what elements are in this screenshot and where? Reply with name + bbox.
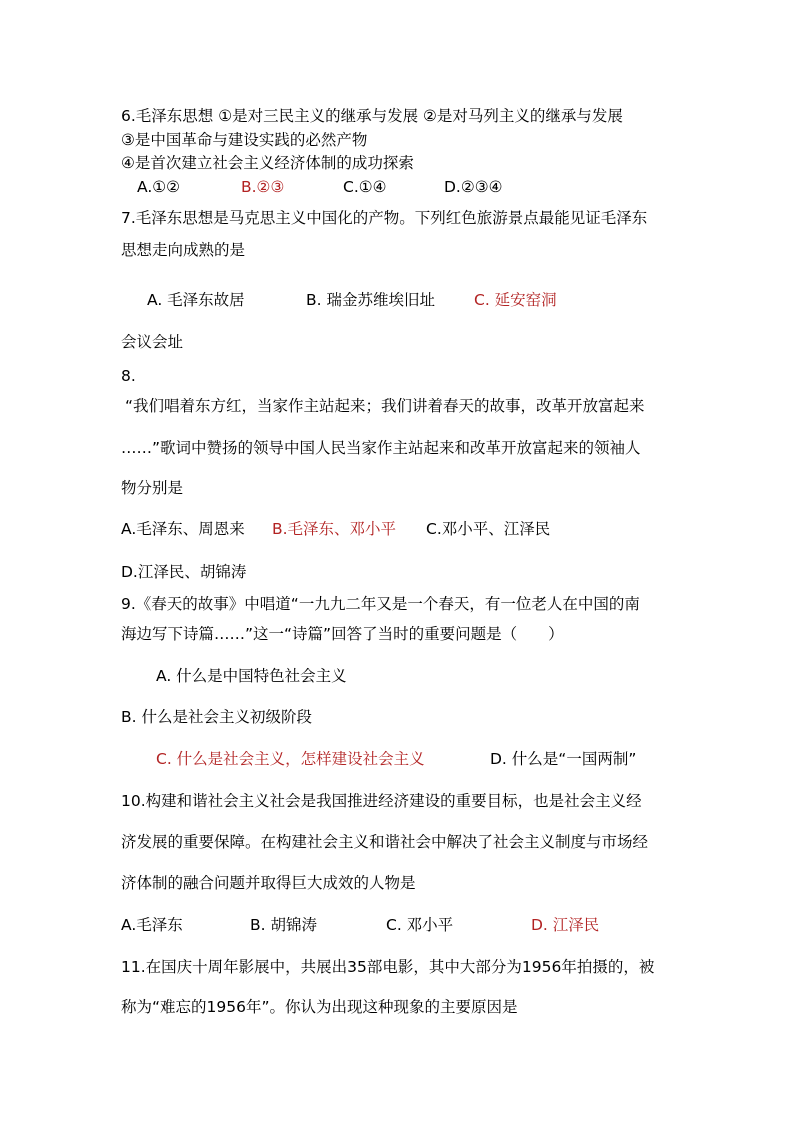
q10-option-d-answer: D. 江泽民 — [531, 916, 600, 934]
q10-option-a: A.毛泽东 — [121, 916, 183, 934]
q6-option-b-answer: B.②③ — [241, 178, 285, 196]
q8-line-3: 物分别是 — [121, 479, 184, 497]
q11-line-2: 称为“难忘的1956年”。你认为出现这种现象的主要原因是 — [121, 998, 518, 1016]
q11-line-1: 11.在国庆十周年影展中，共展出35部电影，其中大部分为1956年拍摄的，被 — [121, 958, 655, 976]
q7-line-1: 7.毛泽东思想是马克思主义中国化的产物。下列红色旅游景点最能见证毛泽东 — [121, 209, 648, 227]
q8-option-b-answer: B.毛泽东、邓小平 — [272, 520, 397, 538]
q9-option-d: D. 什么是“一国两制” — [490, 750, 637, 768]
q7-option-b: B. 瑞金苏维埃旧址 — [306, 291, 435, 309]
q10-line-1: 10.构建和谐社会主义社会是我国推进经济建设的重要目标，也是社会主义经 — [121, 792, 642, 810]
q6-option-a: A.①② — [137, 178, 181, 196]
q6-option-c: C.①④ — [343, 178, 387, 196]
q7-continuation: 会议会址 — [121, 333, 184, 351]
q8-line-1: “我们唱着东方红，当家作主站起来；我们讲着春天的故事，改革开放富起来 — [125, 397, 645, 415]
q6-line-1: 6.毛泽东思想 ①是对三民主义的继承与发展 ②是对马列主义的继承与发展 — [121, 107, 623, 125]
q10-line-2: 济发展的重要保障。在构建社会主义和谐社会中解决了社会主义制度与市场经 — [121, 833, 649, 851]
q10-option-b: B. 胡锦涛 — [250, 916, 317, 934]
q8-option-a: A.毛泽东、周恩来 — [121, 520, 245, 538]
q9-option-b: B. 什么是社会主义初级阶段 — [121, 708, 312, 726]
q8-number: 8. — [121, 367, 136, 385]
q8-option-d: D.江泽民、胡锦涛 — [121, 563, 247, 581]
q8-line-2: ……”歌词中赞扬的领导中国人民当家作主站起来和改革开放富起来的领袖人 — [121, 439, 641, 457]
q9-option-c-answer: C. 什么是社会主义，怎样建设社会主义 — [156, 750, 425, 768]
q9-option-a: A. 什么是中国特色社会主义 — [156, 667, 347, 685]
q9-line-2: 海边写下诗篇……”这一“诗篇”回答了当时的重要问题是（ ） — [121, 625, 564, 643]
q7-line-2: 思想走向成熟的是 — [121, 241, 246, 259]
q6-option-d: D.②③④ — [444, 178, 503, 196]
q6-line-2: ③是中国革命与建设实践的必然产物 — [121, 131, 368, 149]
q8-option-c: C.邓小平、江泽民 — [426, 520, 551, 538]
q7-option-a: A. 毛泽东故居 — [147, 291, 245, 309]
q7-option-c-answer: C. 延安窑洞 — [474, 291, 557, 309]
q10-option-c: C. 邓小平 — [386, 916, 454, 934]
q6-line-3: ④是首次建立社会主义经济体制的成功探索 — [121, 154, 414, 172]
q10-line-3: 济体制的融合问题并取得巨大成效的人物是 — [121, 874, 416, 892]
q9-line-1: 9.《春天的故事》中唱道“一九九二年又是一个春天，有一位老人在中国的南 — [121, 595, 640, 613]
